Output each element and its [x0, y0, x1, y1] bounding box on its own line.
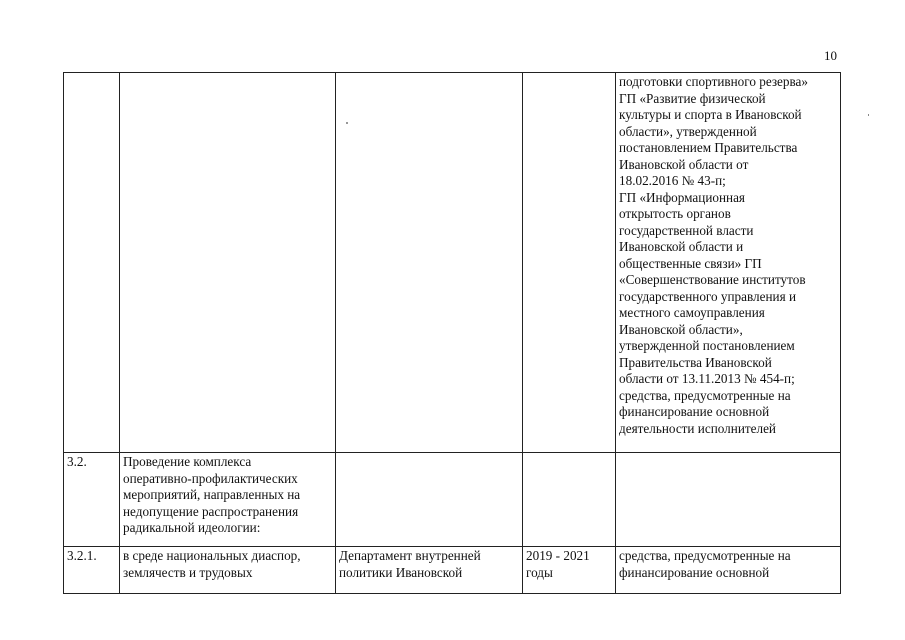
page-number: 10	[824, 48, 837, 63]
table-row	[64, 73, 841, 453]
cell-executor: Департамент внутренней политики Ивановской	[336, 547, 523, 594]
cell-period	[523, 453, 616, 547]
cell-period	[523, 73, 616, 453]
cell-funding-source: подготовки спортивного резерва» ГП «Развитие физической культуры и спорта в Ивановской области», утвержденной постановлением Правительства Ивановской области от 18.02.2016 № 43-п; ГП «Информационная открытость органов государственной власти Ивановской области и общественные связи» ГП «Совершенствование институтов государственного управления и местного самоуправления Ивановской области», утвержденной постановлением Правительства Ивановской области от 13.11.2013 № 454-п; средства, предусмотренные на финансирование основной деятельности исполнителей	[616, 73, 841, 453]
cell-executor	[336, 453, 523, 547]
cell-period: 2019 - 2021 годы	[523, 547, 616, 594]
table-row	[64, 547, 841, 594]
cell-measure-name: в среде национальных диаспор, землячеств и трудовых	[120, 547, 336, 594]
cell-measure-name: Проведение комплекса оперативно-профилактических мероприятий, направленных на недопущение распространения радикальной идеологии:	[120, 453, 336, 547]
scan-speck	[868, 114, 869, 116]
cell-number: 3.2.1.	[64, 547, 120, 594]
cell-funding-source: средства, предусмотренные на финансирование основной	[616, 547, 841, 594]
table-row	[64, 453, 841, 547]
cell-number: 3.2.	[64, 453, 120, 547]
scan-speck	[346, 122, 348, 124]
measures-table	[63, 72, 841, 594]
cell-executor	[336, 73, 523, 453]
cell-funding-source	[616, 453, 841, 547]
cell-number	[64, 73, 120, 453]
cell-measure-name	[120, 73, 336, 453]
